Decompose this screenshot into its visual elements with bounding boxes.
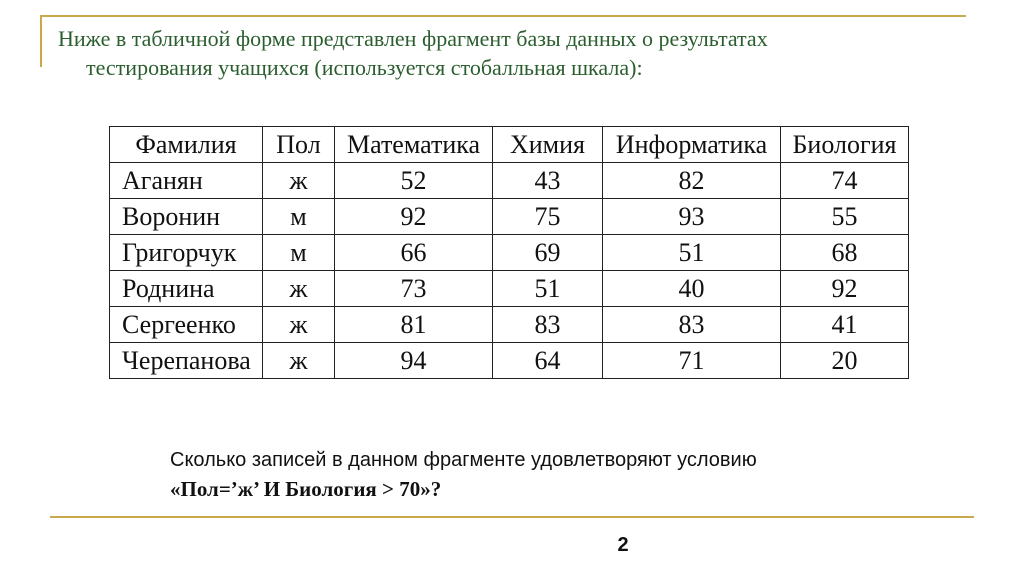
- table-row: [110, 307, 909, 343]
- cell-chemistry: 69: [493, 235, 603, 271]
- question-condition: «Пол=’ж’ И Биология > 70»?: [170, 477, 442, 501]
- cell-sex: ж: [263, 271, 335, 307]
- cell-informatics: 82: [603, 163, 781, 199]
- cell-informatics: 93: [603, 199, 781, 235]
- header-surname: Фамилия: [110, 127, 263, 163]
- table-row: [110, 343, 909, 379]
- cell-sex: м: [263, 199, 335, 235]
- header-chemistry: Химия: [493, 127, 603, 163]
- cell-surname: Воронин: [110, 199, 263, 235]
- table-row: [110, 163, 909, 199]
- cell-chemistry: 64: [493, 343, 603, 379]
- intro-line-1: Ниже в табличной форме представлен фрагмент базы данных о результатах: [58, 26, 768, 51]
- bottom-divider: [50, 516, 974, 518]
- cell-surname: Сергеенко: [110, 307, 263, 343]
- cell-biology: 55: [781, 199, 909, 235]
- cell-chemistry: 51: [493, 271, 603, 307]
- table-row: [110, 199, 909, 235]
- cell-biology: 74: [781, 163, 909, 199]
- cell-math: 52: [335, 163, 493, 199]
- intro-text: [58, 24, 978, 82]
- question-text: [170, 446, 757, 504]
- top-divider: [40, 15, 966, 17]
- cell-sex: ж: [263, 343, 335, 379]
- page-number: 2: [617, 534, 629, 556]
- cell-surname: Черепанова: [110, 343, 263, 379]
- cell-sex: ж: [263, 163, 335, 199]
- cell-chemistry: 75: [493, 199, 603, 235]
- header-informatics: Информатика: [603, 127, 781, 163]
- cell-surname: Роднина: [110, 271, 263, 307]
- cell-math: 92: [335, 199, 493, 235]
- cell-biology: 41: [781, 307, 909, 343]
- cell-biology: 20: [781, 343, 909, 379]
- cell-chemistry: 83: [493, 307, 603, 343]
- results-table: [109, 126, 909, 379]
- cell-sex: м: [263, 235, 335, 271]
- question-line-1: Сколько записей в данном фрагменте удовлетворяют условию: [170, 449, 757, 471]
- cell-informatics: 40: [603, 271, 781, 307]
- cell-sex: ж: [263, 307, 335, 343]
- header-biology: Биология: [781, 127, 909, 163]
- table-header-row: [110, 127, 909, 163]
- cell-math: 81: [335, 307, 493, 343]
- cell-biology: 92: [781, 271, 909, 307]
- cell-informatics: 51: [603, 235, 781, 271]
- cell-math: 94: [335, 343, 493, 379]
- cell-chemistry: 43: [493, 163, 603, 199]
- cell-math: 73: [335, 271, 493, 307]
- table-row: [110, 235, 909, 271]
- cell-biology: 68: [781, 235, 909, 271]
- intro-line-2: тестирования учащихся (используется стобалльная шкала):: [86, 55, 643, 80]
- cell-math: 66: [335, 235, 493, 271]
- cell-surname: Григорчук: [110, 235, 263, 271]
- left-accent-bar: [40, 15, 42, 67]
- table-row: [110, 271, 909, 307]
- cell-informatics: 83: [603, 307, 781, 343]
- cell-surname: Аганян: [110, 163, 263, 199]
- header-math: Математика: [335, 127, 493, 163]
- cell-informatics: 71: [603, 343, 781, 379]
- header-sex: Пол: [263, 127, 335, 163]
